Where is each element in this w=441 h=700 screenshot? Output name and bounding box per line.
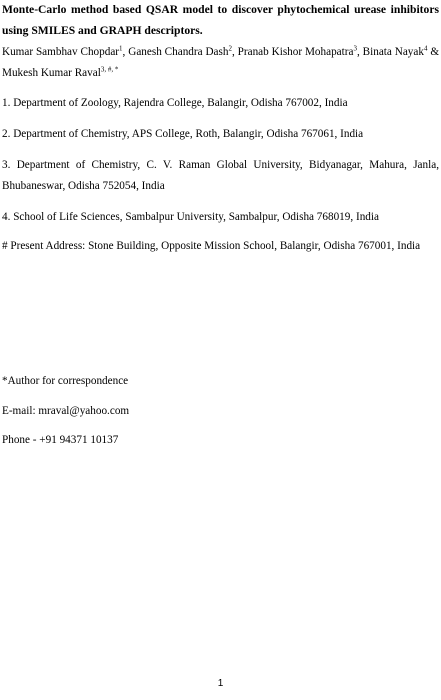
page-number: 1 [217, 678, 224, 689]
author-name: Mukesh Kumar Raval [2, 66, 101, 79]
author-name: Pranab Kishor Mohapatra [237, 46, 354, 58]
author-name: Ganesh Chandra Dash [128, 46, 229, 58]
author-separator: & [427, 46, 440, 58]
affiliation-2: 2. Department of Chemistry, APS College, Roth, Balangir, Odisha 767061, India [2, 128, 364, 140]
author-affiliation-marker: 3 [353, 44, 357, 53]
author-separator: , [231, 46, 238, 58]
paper-title: Monte-Carlo method based QSAR model to discover phytochemical urease inhibitors using SMILES and GRAPH descriptors. [2, 3, 439, 37]
correspondence-phone: Phone - +91 94371 10137 [2, 434, 119, 446]
affiliation-1: 1. Department of Zoology, Rajendra College, Balangir, Odisha 767002, India [2, 97, 348, 109]
correspondence-label: *Author for correspondence [2, 375, 129, 387]
author-affiliation-marker: 4 [423, 44, 428, 53]
author-name: Kumar Sambhav Chopdar [2, 46, 120, 58]
present-address: # Present Address: Stone Building, Opposite Mission School, Balangir, Odisha 767001, India [2, 240, 421, 252]
author-affiliation-marker: 2 [228, 44, 232, 53]
author-affiliation-marker: 3, #, * [100, 64, 119, 73]
affiliation-4: 4. School of Life Sciences, Sambalpur University, Sambalpur, Odisha 768019, India [2, 211, 379, 223]
affiliation-3: 3. Department of Chemistry, C. V. Raman Global University, Bidyanagar, Mahura, Janla, Bhubaneswar, Odisha 752054, India [2, 159, 439, 192]
author-list [2, 42, 439, 83]
author-separator: , [122, 46, 129, 58]
author-name: Binata Nayak [362, 46, 424, 58]
correspondence-email: E-mail: mraval@yahoo.com [2, 405, 130, 417]
author-separator: , [356, 46, 363, 58]
author-affiliation-marker: 1 [119, 44, 123, 53]
